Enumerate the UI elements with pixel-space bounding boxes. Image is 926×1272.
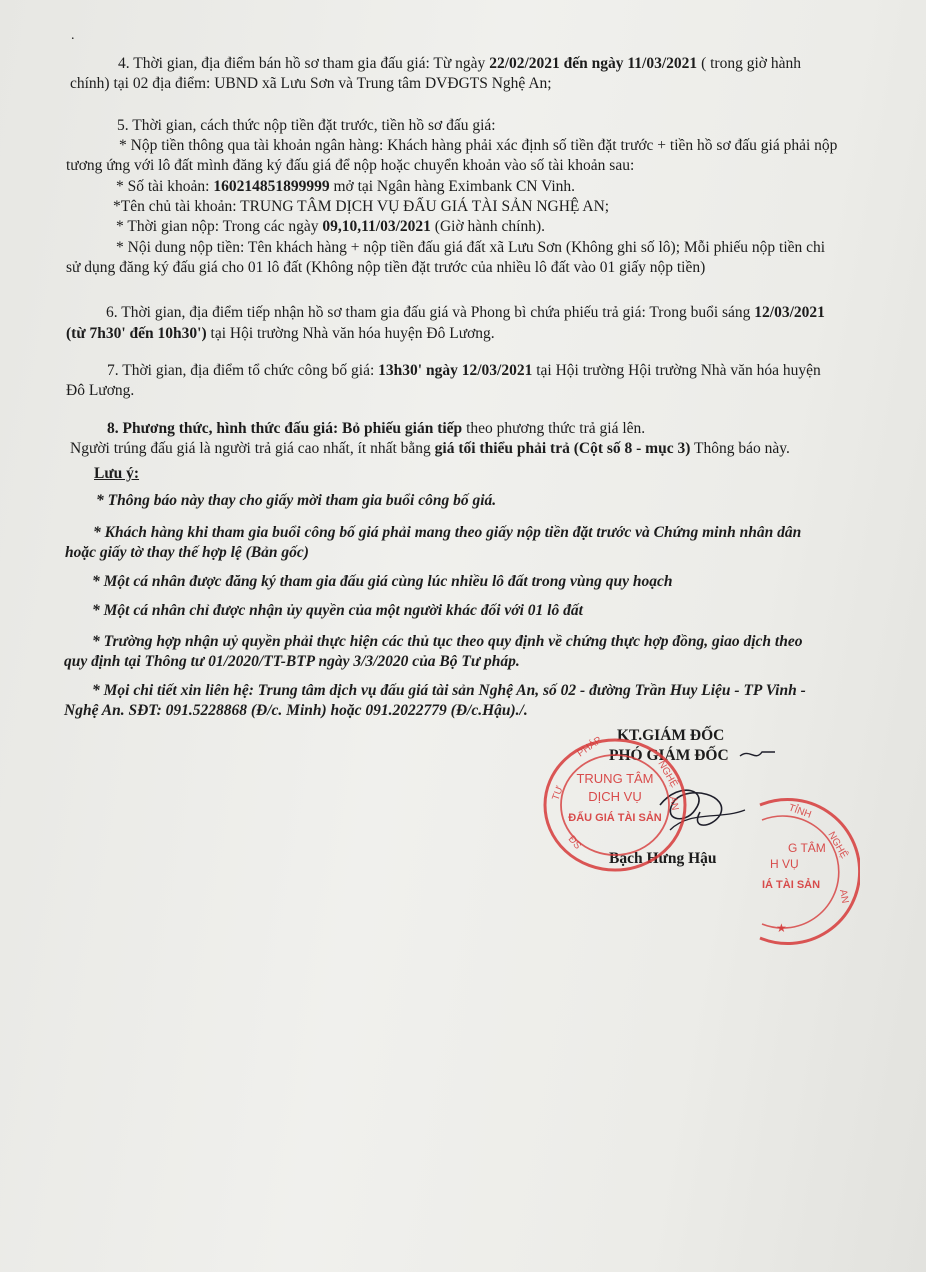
- note-3: * Một cá nhân được đăng ký tham gia đấu giá cùng lúc nhiều lô đất trong vùng quy hoạch: [92, 573, 673, 590]
- svg-text:G TÂM: G TÂM: [788, 841, 826, 855]
- item8-line1: 8. Phương thức, hình thức đấu giá: Bỏ phiếu gián tiếp theo phương thức trả giá lên.: [107, 420, 646, 437]
- item5-pay-time: * Thời gian nộp: Trong các ngày 09,10,11/03/2021 (Giờ hành chính).: [116, 218, 545, 235]
- stamp-seal-main-graphic: [540, 735, 690, 875]
- signature-role2: PHÓ GIÁM ĐỐC: [609, 747, 729, 764]
- note-6-line2: Nghệ An. SĐT: 091.5228868 (Đ/c. Minh) hoặc 091.2022779 (Đ/c.Hậu)./.: [64, 702, 528, 719]
- note-1: * Thông báo này thay cho giấy mời tham gia buổi công bố giá.: [96, 492, 497, 509]
- note-6-line1: * Mọi chi tiết xin liên hệ: Trung tâm dịch vụ đấu giá tài sản Nghệ An, số 02 - đường Trần Huy Liệu - TP Vinh -: [92, 682, 806, 699]
- stamp-seal-secondary: [740, 790, 860, 950]
- svg-text:ĐẤU GIÁ TÀI SẢN: ĐẤU GIÁ TÀI SẢN: [568, 812, 662, 824]
- item5-account: * Số tài khoản: 160214851899999 mở tại Ngân hàng Eximbank CN Vinh.: [116, 178, 576, 195]
- item7-line2: Đô Lương.: [66, 382, 135, 399]
- item4-line1: 4. Thời gian, địa điểm bán hồ sơ tham gia đấu giá: Từ ngày 22/02/2021 đến ngày 11/03/2021 ( trong giờ hành: [118, 55, 801, 72]
- signature-role1: KT.GIÁM ĐỐC: [617, 727, 725, 744]
- svg-text:NGHỆ: NGHỆ: [825, 830, 850, 861]
- item6-line1: 6. Thời gian, địa điểm tiếp nhận hồ sơ tham gia đấu giá và Phong bì chứa phiếu trả giá: Trong buổi sáng 12/03/2021: [106, 304, 825, 321]
- svg-text:DỊCH VỤ: DỊCH VỤ: [588, 789, 642, 804]
- svg-text:★: ★: [776, 921, 787, 935]
- note-2-line2: hoặc giấy tờ thay thế hợp lệ (Bản gốc): [65, 544, 309, 561]
- svg-text:PHÁP: PHÁP: [575, 735, 605, 760]
- svg-text:IÁ TÀI SẢN: IÁ TÀI SẢN: [762, 879, 821, 891]
- item5-title: 5. Thời gian, cách thức nộp tiền đặt trước, tiền hồ sơ đấu giá:: [117, 117, 496, 134]
- stamp-seal-secondary-graphic: [740, 790, 860, 950]
- item5-bank-line2: tương ứng với lô đất mình đăng ký đấu giá để nộp hoặc chuyển khoản vào số tài khoản sau:: [66, 157, 635, 174]
- svg-text:AN: AN: [667, 795, 681, 812]
- svg-text:TỈNH: TỈNH: [786, 802, 813, 821]
- item4-line2: chính) tại 02 địa điểm: UBND xã Lưu Sơn và Trung tâm DVĐGTS Nghệ An;: [70, 75, 552, 92]
- note-2-line1: * Khách hàng khi tham gia buổi công bố giá phải mang theo giấy nộp tiền đặt trước và Chứng minh nhân dân: [93, 524, 802, 541]
- signature-name: Bạch Hưng Hậu: [609, 850, 717, 867]
- note-4: * Một cá nhân chỉ được nhận ủy quyền của một người khác đối với 01 lô đất: [92, 602, 583, 619]
- item5-content-line2: sử dụng đăng ký đấu giá cho 01 lô đất (Không nộp tiền đặt trước của nhiều lô đất vào 01 giấy nộp tiền): [66, 259, 706, 276]
- svg-text:TƯ: TƯ: [550, 784, 566, 803]
- svg-text:TRUNG TÂM: TRUNG TÂM: [576, 771, 654, 786]
- top-dot: .: [71, 28, 75, 43]
- note-5-line1: * Trường hợp nhận uỷ quyền phải thực hiện các thủ tục theo quy định về chứng thực hợp đồng, giao dịch theo: [92, 633, 803, 650]
- stamp-seal-main: [540, 735, 690, 875]
- note-5-line2: quy định tại Thông tư 01/2020/TT-BTP ngày 3/3/2020 của Bộ Tư pháp.: [64, 653, 520, 670]
- item5-bank-line1: * Nộp tiền thông qua tài khoản ngân hàng: Khách hàng phải xác định số tiền đặt trước + tiền hồ sơ đấu giá phải nộp: [119, 137, 838, 154]
- svg-text:ĐS: ĐS: [565, 833, 584, 852]
- svg-text:H VỤ: H VỤ: [770, 857, 799, 871]
- item6-line2: (từ 7h30' đến 10h30') tại Hội trường Nhà văn hóa huyện Đô Lương.: [66, 325, 495, 342]
- item8-line2: Người trúng đấu giá là người trả giá cao nhất, ít nhất bằng giá tối thiểu phải trả (Cột số 8 - mục 3) Thông báo này.: [70, 440, 790, 457]
- item5-content-line1: * Nội dung nộp tiền: Tên khách hàng + nộp tiền đấu giá đất xã Lưu Sơn (Không ghi số lô); Mỗi phiếu nộp tiền chi: [116, 239, 826, 256]
- notes-heading: Lưu ý:: [94, 465, 140, 482]
- svg-text:AN: AN: [837, 888, 851, 905]
- svg-text:NGHỆ: NGHỆ: [655, 759, 680, 790]
- item7-line1: 7. Thời gian, địa điểm tổ chức công bố giá: 13h30' ngày 12/03/2021 tại Hội trường Hội trường Nhà văn hóa huyện: [107, 362, 821, 379]
- item5-holder: *Tên chủ tài khoản: TRUNG TÂM DỊCH VỤ ĐẤU GIÁ TÀI SẢN NGHỆ AN;: [113, 198, 610, 215]
